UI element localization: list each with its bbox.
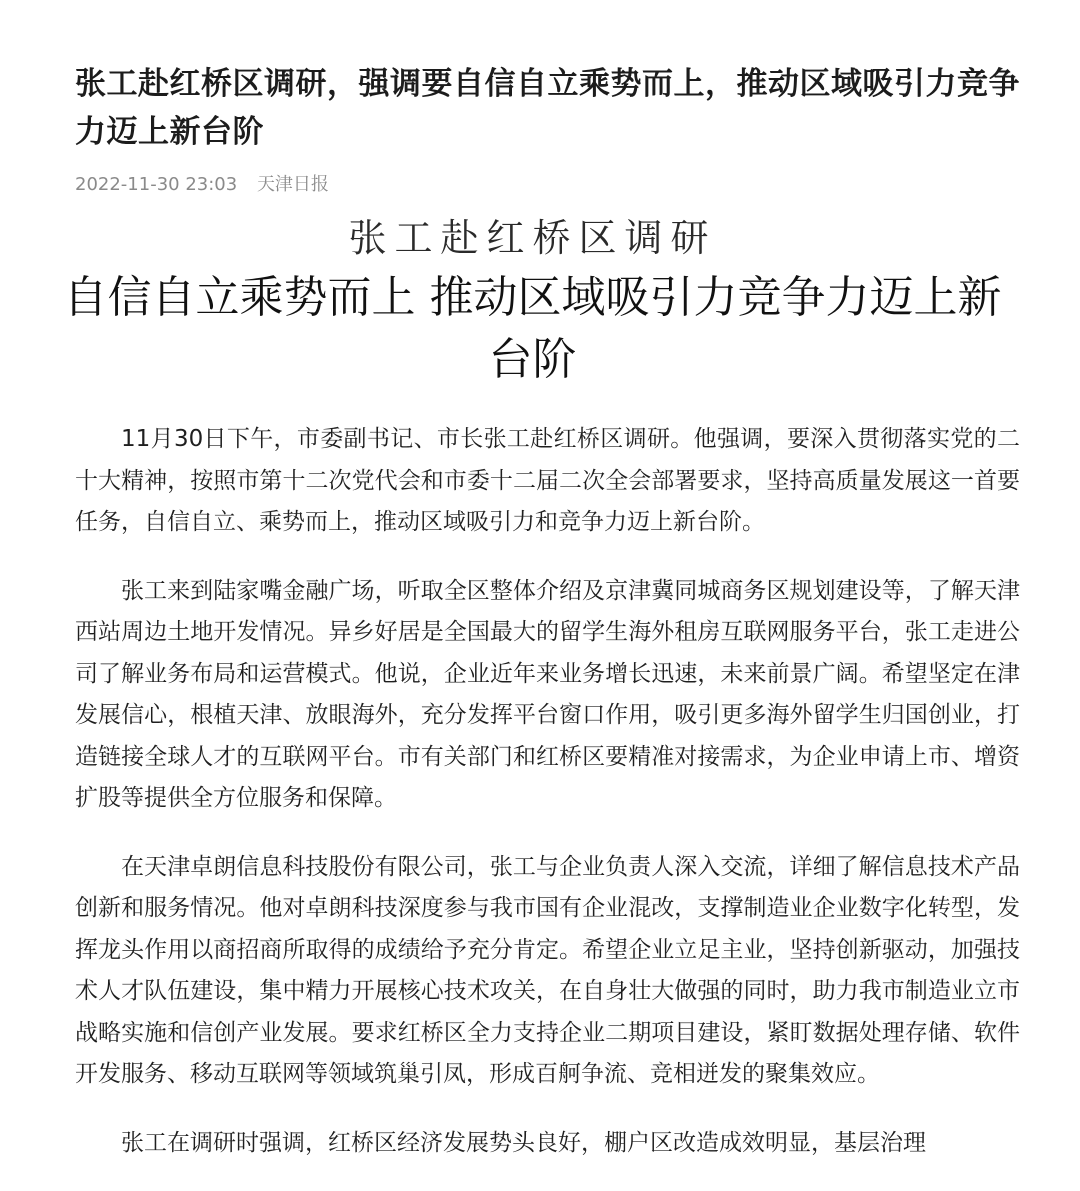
article-meta bbox=[75, 171, 1020, 199]
headline-banner-image bbox=[63, 213, 1020, 391]
article-title: 张工赴红桥区调研，强调要自信自立乘势而上，推动区域吸引力竞争力迈上新台阶 bbox=[75, 66, 1020, 150]
banner-headline-main: 自信自立乘势而上 推动区域吸引力竞争力迈上新台阶 bbox=[63, 272, 1002, 385]
article-body bbox=[75, 419, 1020, 1164]
source-name: 天津日报 bbox=[256, 174, 329, 195]
article bbox=[63, 60, 1020, 1191]
paragraph: 张工来到陆家嘴金融广场，听取全区整体介绍及京津冀同城商务区规划建设等，了解天津西站周边土地开发情况。异乡好居是全国最大的留学生海外租房互联网服务平台，张工走进公司了解业务布局和运营模式。他说，企业近年来业务增长迅速，未来前景广阔。希望坚定在津发展信心，根植天津、放眼海外，充分发挥平台窗口作用，吸引更多海外留学生归国创业，打造链接全球人才的互联网平台。市有关部门和红桥区要精准对接需求，为企业申请上市、增资扩股等提供全方位服务和保障。 bbox=[75, 577, 1020, 811]
paragraph: 在天津卓朗信息科技股份有限公司，张工与企业负责人深入交流，详细了解信息技术产品创新和服务情况。他对卓朗科技深度参与我市国有企业混改，支撑制造业企业数字化转型，发挥龙头作用以商招商所取得的成绩给予充分肯定。希望企业立足主业，坚持创新驱动，加强技术人才队伍建设，集中精力开展核心技术攻关，在自身壮大做强的同时，助力我市制造业立市战略实施和信创产业发展。要求红桥区全力支持企业二期项目建设，紧盯数据处理存储、软件开发服务、移动互联网等领域筑巢引凤，形成百舸争流、竞相迸发的聚集效应。 bbox=[75, 853, 1020, 1087]
publish-datetime: 2022-11-30 23:03 bbox=[75, 174, 238, 195]
paragraph: 11月30日下午，市委副书记、市长张工赴红桥区调研。他强调，要深入贯彻落实党的二十大精神，按照市第十二次党代会和市委十二届二次全会部署要求，坚持高质量发展这一首要任务，自信自立、乘势而上，推动区域吸引力和竞争力迈上新台阶。 bbox=[75, 426, 1020, 535]
paragraph: 张工在调研时强调，红桥区经济发展势头良好，棚户区改造成效明显，基层治理 bbox=[121, 1129, 926, 1156]
banner-headline-top: 张工赴红桥区调研 bbox=[348, 216, 717, 260]
